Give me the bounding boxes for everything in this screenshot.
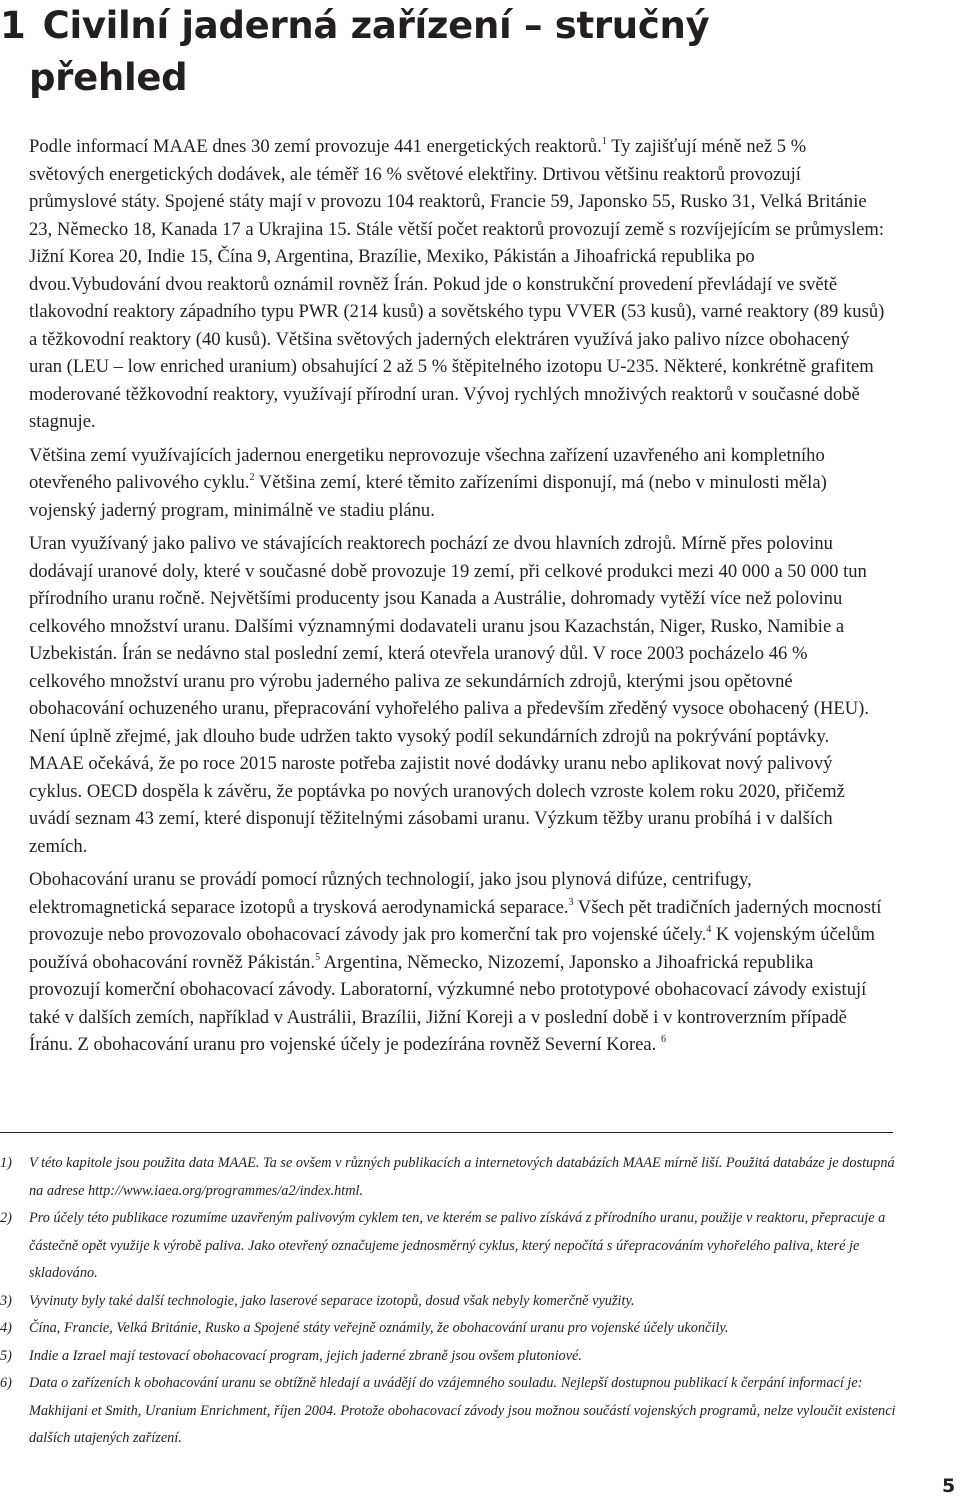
paragraph-text: Uran využívaný jako palivo ve stávajících reaktorech pochází ze dvou hlavních zdrojů. Mírně přes polovinu dodávají uranové doly, které v současné době provozuje 19 zemí, při celkové produkci mezi 40 000 a 50 000 tun přírodního uranu ročně. Největšími producenty jsou Kanada a Austrálie, dohromady vytěží více než polovinu celkového množství uranu. Dalšími významnými dodavateli uranu jsou Kazachstán, Niger, Rusko, Namibie a Uzbekistán. Írán se nedávno stal poslední zemí, která otevřela uranový důl. V roce 2003 pocházelo 46 % celkového množství uranu pro výrobu jaderného paliva ze sekundárních zdrojů, kterými jsou opětovné obohacování ochuzeného uranu, přepracování vyhořelého paliva a především zředěný vysoce obohacený (HEU). Není úplně zřejmé, jak dlouho bude udržen takto vysoký podíl sekundárních zdrojů na pokrývání poptávky. MAAE očekává, že po roce 2015 naroste potřeba zajistit nové dodávky uranu nebo aplikovat nový palivový cyklus. OECD dospěla k závěru, že poptávka po nových uranových dolech vzroste kolem roku 2020, přičemž uvádí seznam 43 zemí, které disponují těžitelnými zásobami uranu. Výzkum těžby uranu probíhá i v dalších zemích. — [29, 533, 869, 857]
paragraph-uranium-sources — [29, 530, 886, 860]
chapter-title-line2: přehled — [29, 56, 188, 99]
paragraph-fuel-cycle — [29, 442, 886, 525]
footnote-mark: 1) — [0, 1155, 12, 1171]
footnote-text: V této kapitole jsou použita data MAAE. Ta se ovšem v různých publikacích a internetových databázích MAAE mírně liší. Použitá databáze je dostupná na adrese http://www.iaea.org/programmes/a2/index.html. — [29, 1155, 895, 1199]
footnote-text: Indie a Izrael mají testovací obohacovací program, jejich jaderné zbraně jsou ovšem plutoniové. — [29, 1347, 582, 1364]
footnote-ref-2[interactable]: 2 — [249, 472, 255, 483]
footnote-ref-4[interactable]: 4 — [706, 924, 712, 935]
footnotes — [0, 1150, 900, 1453]
paragraph-text: Většina zemí, které těmito zařízeními disponují, má (nebo v minulosti měla) vojenský jaderný program, minimálně ve stadiu plánu. — [29, 472, 827, 521]
footnote-ref-1[interactable]: 1 — [601, 136, 607, 147]
paragraph-text: K vojenským účelům používá obohacování rovněž Pákistán. — [29, 924, 875, 973]
footnote-3 — [0, 1288, 900, 1316]
paragraph-text: Podle informací MAAE dnes 30 zemí provozuje 441 energetických reaktorů. — [29, 136, 602, 157]
footnote-text: Data o zařízeních k obohacování uranu se obtížně hledají a uvádějí do vzájemného souladu. Nejlepší dostupnou publikací k čerpání informací je: Makhijani et Smith, Uranium Enrichment, říjen 2004. Protože obohacovací závody jsou možnou součástí vojenských programů, nelze vyloučit existenci dalších utajených zařízení. — [29, 1375, 896, 1446]
footnote-text: Vyvinuty byly také další technologie, jako laserové separace izotopů, dosud však nebyly komerčně využity. — [29, 1292, 635, 1309]
footnote-ref-3[interactable]: 3 — [568, 896, 574, 908]
footnote-mark: 2) — [0, 1210, 12, 1226]
footnote-text: Čína, Francie, Velká Británie, Rusko a Spojené státy veřejně oznámily, že obohacování uranu pro vojenské účely ukončily. — [29, 1320, 729, 1336]
footnote-mark: 3) — [0, 1292, 12, 1309]
footnote-ref-6[interactable]: 6 — [660, 1034, 666, 1045]
footnote-5 — [0, 1343, 900, 1371]
page-number: 5 — [942, 1475, 956, 1497]
paragraph-text: Ty zajišťují méně než 5 % světových energetických dodávek, ale téměř 16 % světové elektřiny. Drtivou většinu reaktorů provozují průmyslové státy. Spojené státy mají v provozu 104 reaktorů, Francie 59, Japonsko 55, Rusko 31, Velká Británie 23, Německo 18, Kanada 17 a Ukrajina 15. Stále větší počet reaktorů provozují země s rozvíjejícím se průmyslem: Jižní Korea 20, Indie 15, Čína 9, Argentina, Brazílie, Mexiko, Pákistán a Jihoafrická republika po dvou.Vybudování dvou reaktorů oznámil rovněž Írán. Pokud jde o konstrukční provedení převládají ve světě tlakovodní reaktory západního typu PWR (214 kusů) a sovětského typu VVER (53 kusů), varné reaktory (89 kusů) a těžkovodní reaktory (40 kusů). Většina světových jaderných elektráren využívá jako palivo nízce obohacený uran (LEU – low enriched uranium) obsahující 2 až 5 % štěpitelného izotopu U-235. Některé, konkrétně grafitem moderované těžkovodní reaktory, využívají přírodní uran. Vývoj rychlých množivých reaktorů v současné době stagnuje. — [29, 136, 885, 432]
chapter-heading — [0, 0, 900, 104]
footnote-text: Pro účely této publikace rozumíme uzavřeným palivovým cyklem ten, ve kterém se palivo získává z přírodního uranu, použije v reaktoru, přepracuje a částečně opět využije k výrobě paliva. Jako otevřený označujeme jednosměrný cyklus, který nepočítá s úřepracováním vyhořelého paliva, které je skladováno. — [29, 1210, 886, 1281]
paragraph-text: Obohacování uranu se provádí pomocí různých technologií, jako jsou plynová difúze, centrifugy, elektromagnetická separace izotopů a trysková aerodynamická separace. — [29, 869, 752, 918]
paragraph-enrichment — [29, 866, 886, 1059]
footnote-1 — [0, 1150, 900, 1205]
footnote-2 — [0, 1205, 900, 1288]
footnote-ref-5[interactable]: 5 — [315, 951, 321, 963]
paragraph-text: Argentina, Německo, Nizozemí, Japonsko a Jihoafrická republika provozují komerční obohacovací závody. Laboratorní, výzkumné nebo prototypové obohacovací závody existují také v dalších zemích, například v Austrálii, Brazílii, Jižní Koreji a v poslední době i v kontroverzním případě Íránu. Z obohacování uranu pro vojenské účely je podezírána rovněž Severní Korea. — [29, 951, 867, 1055]
footnote-mark: 4) — [0, 1320, 12, 1336]
footnote-separator — [0, 1132, 893, 1133]
footnote-mark: 5) — [0, 1347, 12, 1364]
body-text — [29, 133, 886, 1065]
paragraph-text: Všech pět tradičních jaderných mocností provozuje nebo provozovalo obohacovací závody jak pro komerční tak pro vojenské účely. — [29, 896, 882, 945]
paragraph-text: Většina zemí využívajících jadernou energetiku neprovozuje všechna zařízení uzavřeného ani kompletního otevřeného palivového cyklu. — [29, 444, 825, 493]
footnote-mark: 6) — [0, 1375, 12, 1391]
chapter-title-line1: Civilní jaderná zařízení – stručný — [42, 4, 710, 47]
footnote-6 — [0, 1370, 900, 1453]
chapter-number: 1 — [0, 4, 26, 47]
footnote-4 — [0, 1315, 900, 1343]
paragraph-reactors — [29, 133, 886, 436]
